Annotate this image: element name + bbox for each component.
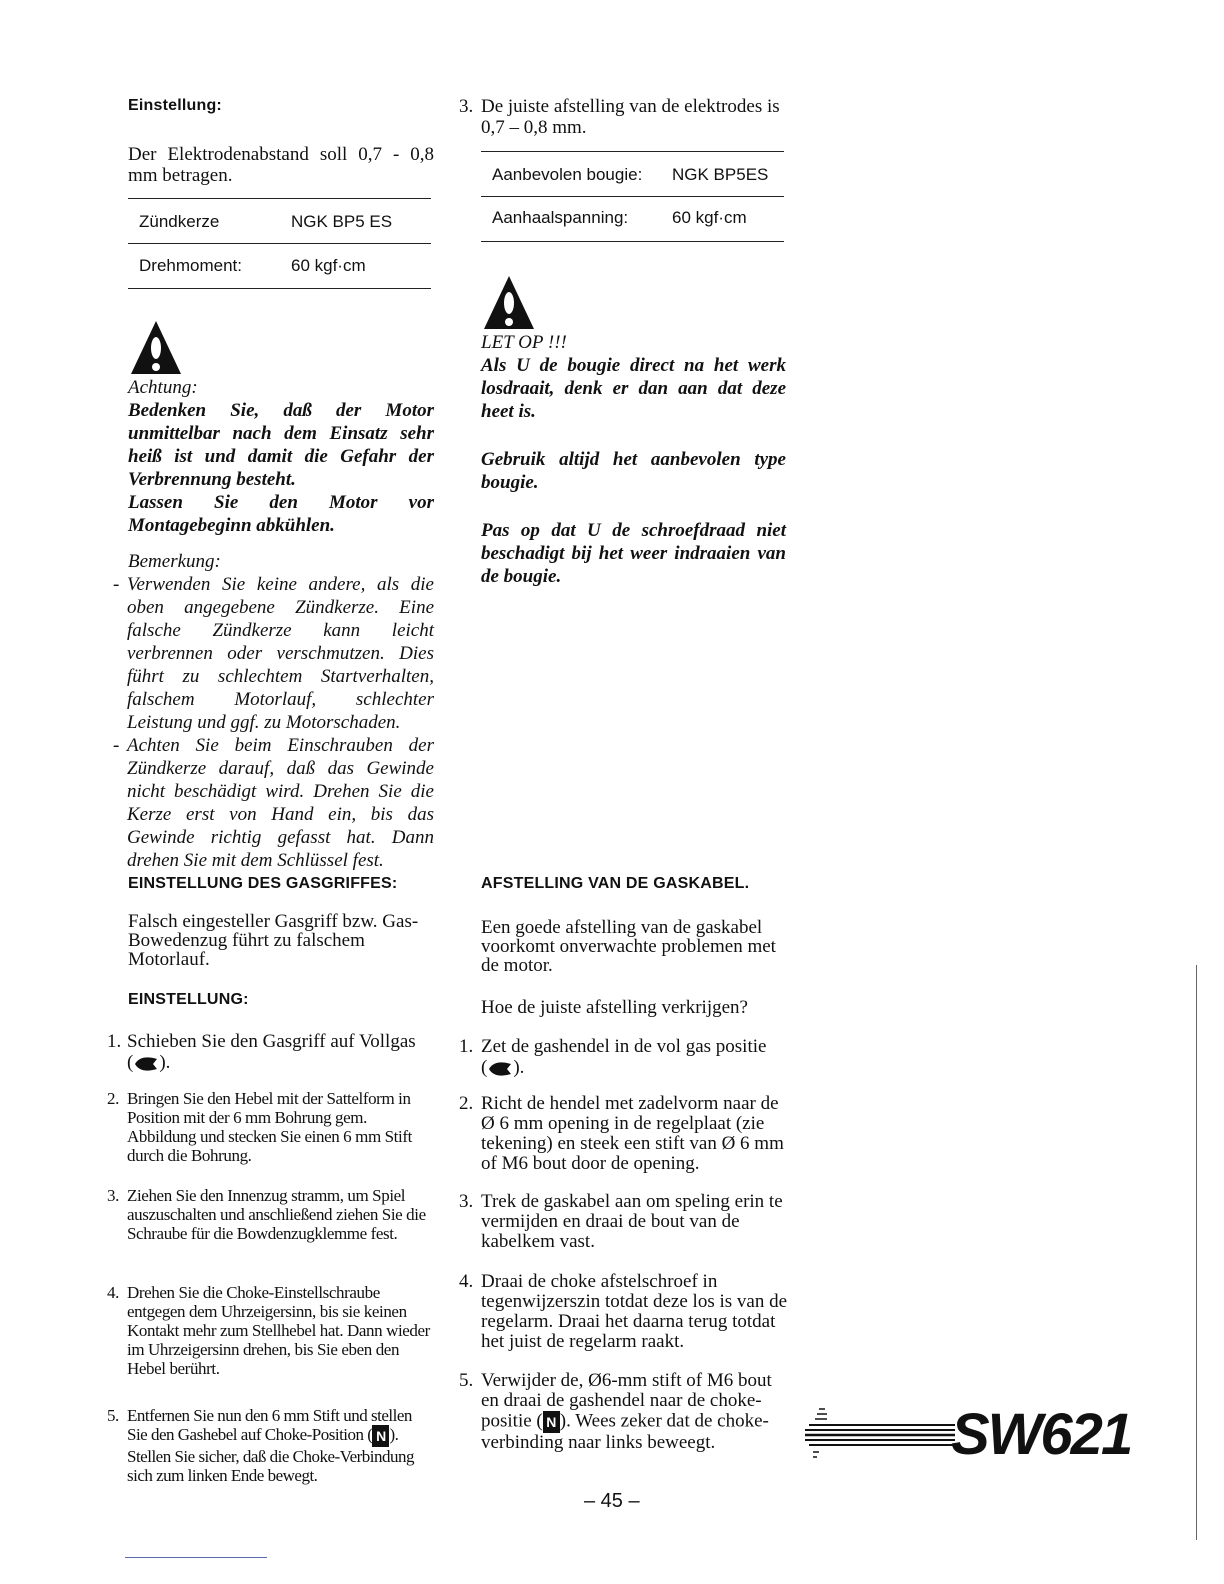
step-number: 4.	[459, 1271, 474, 1292]
step-text-wrap	[125, 1406, 434, 1485]
step-text: ). Stellen Sie sicher, daß die Choke-Verbindung sich zum linken Ende bewegt.	[127, 1425, 415, 1486]
step-item	[107, 1283, 434, 1378]
spec-value-spark-plug: NGK BP5 ES	[291, 212, 393, 231]
choke-icon: N	[372, 1425, 389, 1447]
einstellung-heading: Einstellung:	[128, 97, 222, 114]
spec-value-torque: 60 kgf·cm	[291, 256, 366, 275]
step-text: Drehen Sie die Choke-Einstellschraube entgegen dem Uhrzeigersinn, bis sie keinen Kontakt mehr zum Stellhebel hat. Dann wieder im Uhrzeigersinn drehen, bis Sie eben den Hebel berührt.	[127, 1283, 430, 1378]
step-number: 1.	[107, 1031, 122, 1052]
step-item	[459, 1094, 789, 1174]
step-text: Trek de gaskabel aan om speling erin te vermijden en draai de bout van de kabelkem vast.	[481, 1191, 783, 1252]
electrode-gap-text: Der Elektrodenabstand soll 0,7 - 0,8 mm betragen.	[128, 144, 434, 186]
spec-rule	[481, 151, 784, 152]
step-text: Verwijder de, Ø6-mm stift of M6 bout en draai de gashendel naar de choke-positie (	[481, 1370, 772, 1432]
page-number: – 45 –	[584, 1490, 640, 1512]
step-number: 1.	[459, 1036, 474, 1057]
spec-rule	[481, 241, 784, 242]
warning-block-de	[128, 376, 434, 537]
page-edge-line	[1196, 965, 1197, 1540]
step-text: ). Wees zeker dat de choke-verbinding naar links beweegt.	[481, 1410, 769, 1453]
full-throttle-icon	[133, 1055, 159, 1073]
step-item	[107, 1089, 434, 1165]
step-item	[459, 96, 789, 138]
remark-bullet: - Verwenden Sie keine andere, als die oben angegebene Zündkerze. Eine falsche Zündkerze kann leicht verbrennen oder verschmutzen. Dies führt zu schlechtem Startverhalten, falschem Motorlauf, schlechter Leistung und ggf. zu Motorschaden.	[113, 574, 434, 733]
spec-rule	[128, 243, 431, 244]
step-text: Ziehen Sie den Innenzug stramm, um Spiel auszuschalten und anschließend ziehen Sie die Schraube für die Bowdenzugklemme fest.	[127, 1186, 426, 1243]
logo-text: SW621	[951, 1402, 1132, 1467]
step-text: Bringen Sie den Hebel mit der Sattelform in Position mit der 6 mm Bohrung gem. Abbildung und stecken Sie einen 6 mm Stift durch die Bohrung.	[127, 1089, 412, 1165]
step-item	[107, 1406, 434, 1485]
warning-title: LET OP !!!	[481, 332, 567, 353]
speed-lines-icon	[805, 1395, 955, 1470]
remark-bullet-text: Achten Sie beim Einschrauben der Zündkerze darauf, daß das Gewinde nicht beschädigt wird. Drehen Sie die Kerze erst von Hand ein, bis das Gewinde richtig gefasst hat. Dann drehen Sie mit dem Schlüssel fest.	[127, 735, 434, 871]
step-number: 3.	[107, 1186, 119, 1205]
step-number: 3.	[459, 1191, 474, 1212]
gas-grip-intro: Falsch eingesteller Gasgriff bzw. Gas-Bowedenzug führt zu falschem Motorlauf.	[128, 911, 419, 970]
step-item	[459, 1036, 789, 1078]
step-number: 5.	[107, 1406, 119, 1425]
step-text: Schieben Sie den Gasgriff auf Vollgas	[127, 1031, 416, 1052]
step-suffix: ).	[159, 1052, 171, 1073]
spec-value-spark-plug: NGK BP5ES	[672, 165, 769, 184]
warning-icon	[481, 273, 537, 333]
step-number: 3.	[459, 96, 474, 117]
spec-label-torque: Aanhaalspanning:	[492, 208, 629, 227]
full-throttle-icon	[487, 1060, 513, 1078]
step-text-wrap: Zet de gashendel in de vol gas positie ( ).	[481, 1036, 767, 1078]
spec-label-torque: Drehmoment:	[139, 256, 242, 275]
warning-title: Achtung:	[128, 377, 198, 398]
step-number: 5.	[459, 1370, 474, 1391]
step-number: 4.	[107, 1283, 119, 1302]
step-item	[459, 1272, 789, 1352]
warning-text: Bedenken Sie, daß der Motor unmittelbar nach dem Einsatz sehr heiß ist und damit die Gefahr der Verbrennung besteht.	[128, 400, 434, 490]
choke-icon: N	[543, 1411, 560, 1433]
step-item	[107, 1186, 434, 1243]
brand-logo	[805, 1395, 1150, 1470]
step-text: Zet de gashendel in de vol gas positie	[481, 1036, 767, 1057]
spec-label-spark-plug: Zündkerze	[139, 212, 220, 231]
step-text: Entfernen Sie nun den 6 mm Stift und stellen Sie den Gashebel auf Choke-Position (	[127, 1406, 412, 1444]
warning-text: Gebruik altijd het aanbevolen type bougie.	[481, 449, 786, 493]
step-suffix: ).	[513, 1057, 525, 1078]
einstellung2-heading: EINSTELLUNG:	[128, 991, 249, 1008]
warning-text: Pas op dat U de schroefdraad niet beschadigt bij het weer indraaien van de bougie.	[481, 520, 786, 587]
spec-rule	[481, 196, 784, 197]
step-item	[459, 1371, 789, 1453]
spec-label-spark-plug: Aanbevolen bougie:	[492, 165, 643, 184]
spec-rule	[128, 198, 431, 199]
step-item	[459, 1192, 789, 1252]
step-item	[107, 1031, 434, 1073]
remark-block	[113, 550, 434, 872]
spec-value-torque: 60 kgf·cm	[672, 208, 747, 227]
question-text: Hoe de juiste afstelling verkrijgen?	[481, 997, 748, 1018]
step-text: Draai de choke afstelschroef in tegenwijzerszin totdat deze los is van de regelarm. Draai het daarna terug totdat het juist de regelarm raakt.	[481, 1271, 788, 1352]
gas-cable-heading: AFSTELLING VAN DE GASKABEL.	[481, 875, 750, 892]
step-number: 2.	[107, 1089, 119, 1108]
gas-cable-intro: Een goede afstelling van de gaskabel voorkomt onverwachte problemen met de motor.	[481, 917, 776, 976]
warning-block-nl	[481, 331, 786, 588]
step-text: De juiste afstelling van de elektrodes is 0,7 – 0,8 mm.	[481, 96, 780, 138]
warning-text: Lassen Sie den Motor vor Montagebeginn abkühlen.	[128, 492, 434, 536]
remark-bullet: - Achten Sie beim Einschrauben der Zündkerze darauf, daß das Gewinde nicht beschädigt wird. Drehen Sie die Kerze erst von Hand ein, bis das Gewinde richtig gefasst hat. Dann drehen Sie mit dem Schlüssel fest.	[113, 735, 434, 871]
step-number: 2.	[459, 1093, 474, 1114]
remark-title: Bemerkung:	[128, 551, 221, 572]
step-text-wrap: Schieben Sie den Gasgriff auf Vollgas ( ).	[127, 1031, 416, 1073]
warning-text: Als U de bougie direct na het werk losdraait, denk er dan aan dat deze heet is.	[481, 355, 786, 422]
footer-rule	[125, 1557, 267, 1558]
gas-grip-heading: EINSTELLUNG DES GASGRIFFES:	[128, 875, 398, 892]
spec-rule	[128, 288, 431, 289]
remark-bullet-text: Verwenden Sie keine andere, als die oben angegebene Zündkerze. Eine falsche Zündkerze kann leicht verbrennen oder verschmutzen. Dies führt zu schlechtem Startverhalten, falschem Motorlauf, schlechter Leistung und ggf. zu Motorschaden.	[127, 574, 434, 733]
warning-icon	[128, 318, 184, 378]
step-text-wrap	[481, 1371, 789, 1453]
step-text: Richt de hendel met zadelvorm naar de Ø 6 mm opening in de regelplaat (zie tekening) en steek een stift van Ø 6 mm of M6 bout door de opening.	[481, 1093, 784, 1174]
